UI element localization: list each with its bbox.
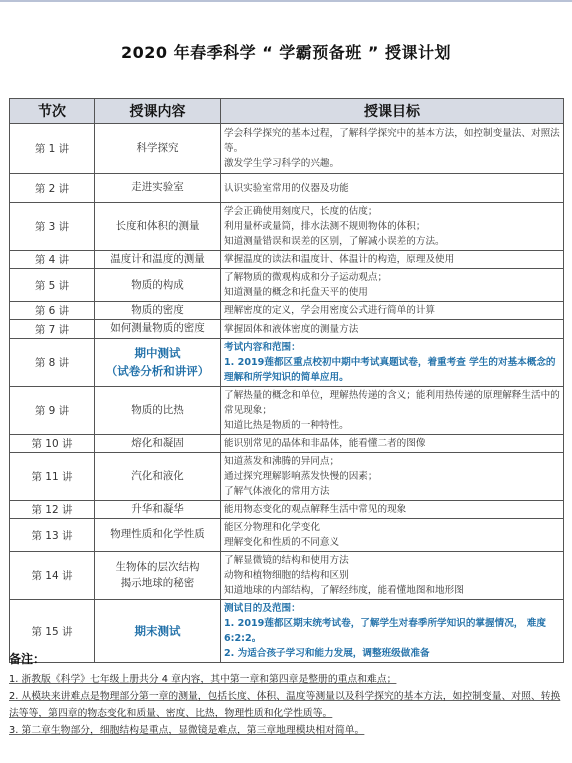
content-line: 揭示地球的秘密 [120,576,195,589]
session-cell: 第 13 讲 [10,519,95,552]
goal-cell [221,269,564,302]
goal-line: 了解气体液化的常用方法 [224,485,330,497]
session-cell: 第 15 讲 [10,600,95,663]
goal-line: 知道蒸发和沸腾的异同点； [224,455,340,467]
header-content: 授课内容 [95,99,221,124]
goal-line: 考试内容和范围： [224,341,301,353]
notes-title: 备注： [9,652,46,666]
goal-line: 1. 2019莲都区重点校初中期中考试真题试卷，着重考查 学生的对基本概念的理解和所学知识的简单应用。 [224,356,556,383]
table-row [10,302,564,320]
goal-line: 了解显微镜的结构和使用方法 [224,555,349,567]
content-line: 期中测试 [134,345,181,360]
goal-cell [221,174,564,203]
goal-cell [221,203,564,251]
session-cell: 第 4 讲 [10,251,95,269]
content-cell: 物质的密度 [95,302,221,320]
goal-line: 能识别常见的晶体和非晶体，能看懂二者的图像 [224,437,426,449]
goal-line: 通过探究理解影响蒸发快慢的因素； [224,470,378,482]
goal-line: 知道地球的内部结构，了解经纬度，能看懂地图和地形图 [224,585,464,597]
goal-line: 动物和植物细胞的结构和区别 [224,570,349,582]
goal-line: 掌握温度的读法和温度计、体温计的构造，原理及使用 [224,254,455,266]
top-rule [0,0,572,2]
session-cell: 第 7 讲 [10,320,95,338]
content-line: 期末测试 [134,623,181,638]
table-row [10,338,564,386]
content-cell: 温度计和温度的测量 [95,251,221,269]
goal-line: 2. 为适合孩子学习和能力发展，调整班级做准备 [224,648,430,660]
goal-line: 利用量杯或量筒，排水法测不规则物体的体积； [224,221,426,232]
table-row [10,320,564,338]
goal-cell [221,552,564,600]
goal-line: 理解密度的定义，学会用密度公式进行简单的计算 [224,305,436,317]
content-cell: 长度和体积的测量 [95,203,221,251]
goal-line: 理解变化和性质的不同意义 [224,537,340,549]
session-cell: 第 12 讲 [10,500,95,518]
goal-line: 学会正确使用刻度尺，长度的估度； [224,206,378,217]
table-row [10,452,564,500]
table-row [10,552,564,600]
session-cell: 第 1 讲 [10,124,95,174]
goal-line: 掌握固体和液体密度的测量方法 [224,323,359,335]
goal-cell [221,338,564,386]
goal-cell [221,124,564,174]
note-item: 3. 第二章生物部分，细胞结构是重点，显微镜是难点，第三章地理模块相对简单。 [9,725,365,736]
goal-line: 了解热量的概念和单位，理解热传递的含义；能利用热传递的原理解释生活中的常见现象； [224,389,560,416]
goal-line: 1. 2019莲都区期末统考试卷，了解学生对春季所学知识的掌握情况， 难度 6:2:2。 [224,618,546,645]
table-row [10,269,564,302]
goal-cell [221,452,564,500]
session-cell: 第 5 讲 [10,269,95,302]
header-goal: 授课目标 [221,99,564,124]
session-cell: 第 3 讲 [10,203,95,251]
goal-line: 了解物质的微观构成和分子运动观点； [224,272,388,284]
content-cell: 物质的比热 [95,386,221,434]
goal-line: 能用物态变化的观点解释生活中常见的现象 [224,503,407,515]
content-cell: 走进实验室 [95,174,221,203]
session-cell: 第 2 讲 [10,174,95,203]
goal-cell [221,320,564,338]
content-cell: 物理性质和化学性质 [95,519,221,552]
content-cell [95,552,221,600]
table-row [10,174,564,203]
goal-cell [221,500,564,518]
table-row [10,203,564,251]
content-cell: 物质的构成 [95,269,221,302]
goal-cell [221,302,564,320]
content-cell: 升华和凝华 [95,500,221,518]
goal-cell [221,434,564,452]
table-row [10,386,564,434]
session-cell: 第 9 讲 [10,386,95,434]
goal-line: 激发学生学习科学的兴趣。 [224,158,340,169]
goal-line: 知道测量错误和误差的区别，了解减小误差的方法。 [224,236,445,247]
content-cell: 如何测量物质的密度 [95,320,221,338]
content-cell: 熔化和凝固 [95,434,221,452]
table-row [10,251,564,269]
goal-line: 测试目的及范围： [224,603,301,615]
notes-section [9,650,563,739]
goal-cell [221,251,564,269]
goal-line: 能区分物理和化学变化 [224,522,320,534]
session-cell: 第 10 讲 [10,434,95,452]
goal-line: 认识实验室常用的仪器及功能 [224,182,349,194]
table-row [10,434,564,452]
session-cell: 第 14 讲 [10,552,95,600]
content-cell: 汽化和液化 [95,452,221,500]
table-row [10,124,564,174]
goal-line: 知道比热是物质的一种特性。 [224,419,349,431]
goal-cell [221,519,564,552]
table-header-row [10,99,564,124]
content-line: （试卷分析和讲评） [105,364,210,379]
note-item: 1. 浙教版《科学》七年级上册共分 4 章内容，其中第一章和第四章是整册的重点和难点； [9,674,397,685]
session-cell: 第 11 讲 [10,452,95,500]
page-title: 2020 年春季科学 “ 学霸预备班 ” 授课计划 [121,43,451,62]
note-item: 2. 从模块来讲难点是物理部分第一章的测量，包括长度、体积、温度等测量以及科学探究的基本方法，如控制变量、对照、转换法等等，第四章的物态变化和质量、密度、比热，物理性质和化学性质等。 [9,691,561,719]
schedule-table [9,98,564,663]
content-line: 生物体的层次结构 [115,561,200,574]
goal-line: 学会科学探究的基本过程，了解科学探究中的基本方法，如控制变量法、对照法等。 [224,128,560,154]
content-cell [95,338,221,386]
content-cell: 科学探究 [95,124,221,174]
header-session: 节次 [10,99,95,124]
table-row [10,519,564,552]
goal-line: 知道测量的概念和托盘天平的使用 [224,287,368,299]
session-cell: 第 8 讲 [10,338,95,386]
session-cell: 第 6 讲 [10,302,95,320]
table-row [10,500,564,518]
goal-cell [221,386,564,434]
